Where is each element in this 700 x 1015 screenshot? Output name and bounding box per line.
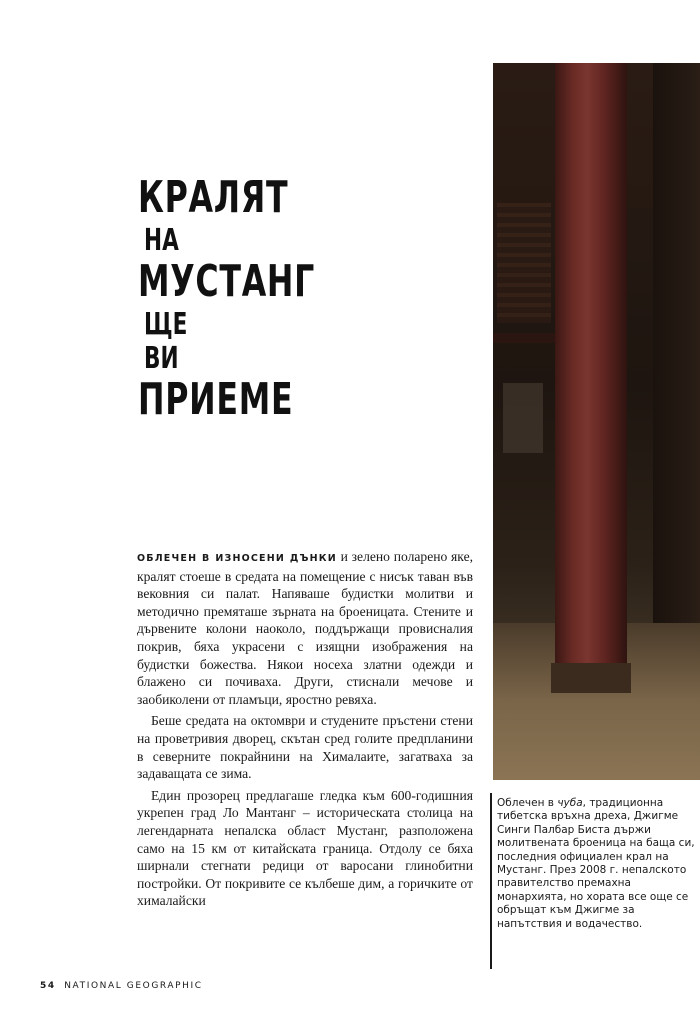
photo-beam (493, 333, 555, 343)
article-title (138, 172, 468, 428)
magazine-name: NATIONAL GEOGRAPHIC (64, 981, 203, 991)
lead-in: ОБЛЕЧЕН В ИЗНОСЕНИ ДЪНКИ (137, 553, 337, 564)
photo-pillar (555, 63, 627, 683)
caption-part-1: Облечен в (497, 797, 558, 809)
body-paragraph-1 (137, 548, 473, 708)
caption-italic: чуба (557, 797, 583, 809)
photo-right-column (653, 63, 700, 623)
page-footer (40, 981, 203, 991)
title-line-5: ВИ (144, 341, 179, 376)
article-body (137, 548, 473, 910)
title-line-4: ЩЕ (144, 307, 188, 342)
page-number: 54 (40, 981, 56, 991)
photo-pillar-base (551, 663, 631, 693)
caption-rule (490, 793, 492, 969)
king-photo (493, 63, 700, 780)
title-line-6: ПРИЕМЕ (138, 374, 294, 425)
title-line-3: МУСТАНГ (138, 256, 316, 307)
body-paragraph-3: Един прозорец предлагаше гледка към 600-годишния укрепен град Ло Мантанг – историческата столица на легендарната непалска област Мустанг, разположена само на 15 км от китайската граница. Отдолу се бяха ширнали стегнати редици от варосани глинобитни постройки. От покривите се кълбеше дим, а горичките от хималайски (137, 787, 473, 909)
photo-mural (497, 203, 551, 323)
title-line-2: НА (144, 223, 179, 258)
title-line-1: КРАЛЯТ (138, 172, 289, 223)
caption-part-2: , традиционна тибетска връхна дреха, Джигме Синги Палбар Биста държи молитвената броеница на баща си, последния официален крал на Мустанг. През 2008 г. непалското правителство премахна монархията, но хората все още се обръщат към Джигме за напътствия и водачество. (497, 797, 695, 930)
body-paragraph-2: Беше средата на октомври и студените пръстени стени на проветривия дворец, скътан сред голите предпланини в северните покрайнини на Хималаите, загатваха за задаващата се зима. (137, 713, 473, 782)
photo-window (503, 383, 543, 453)
body-paragraph-1-text: и зелено поларено яке, кралят стоеше в средата на помещение с нисък таван във вековния си палат. Напяваше будистки молитви и методично премяташе зърната на броеницата. Стените и дървените колони наоколо, поддържащи провисналия покрив, бяха украсени с изящни изображения на будистки божества. Някои носеха златни одежди и блажено си почиваха. Други, стиснали мечове и заобиколени от пламъци, яростно ревяха. (137, 549, 473, 707)
photo-caption (497, 797, 697, 931)
